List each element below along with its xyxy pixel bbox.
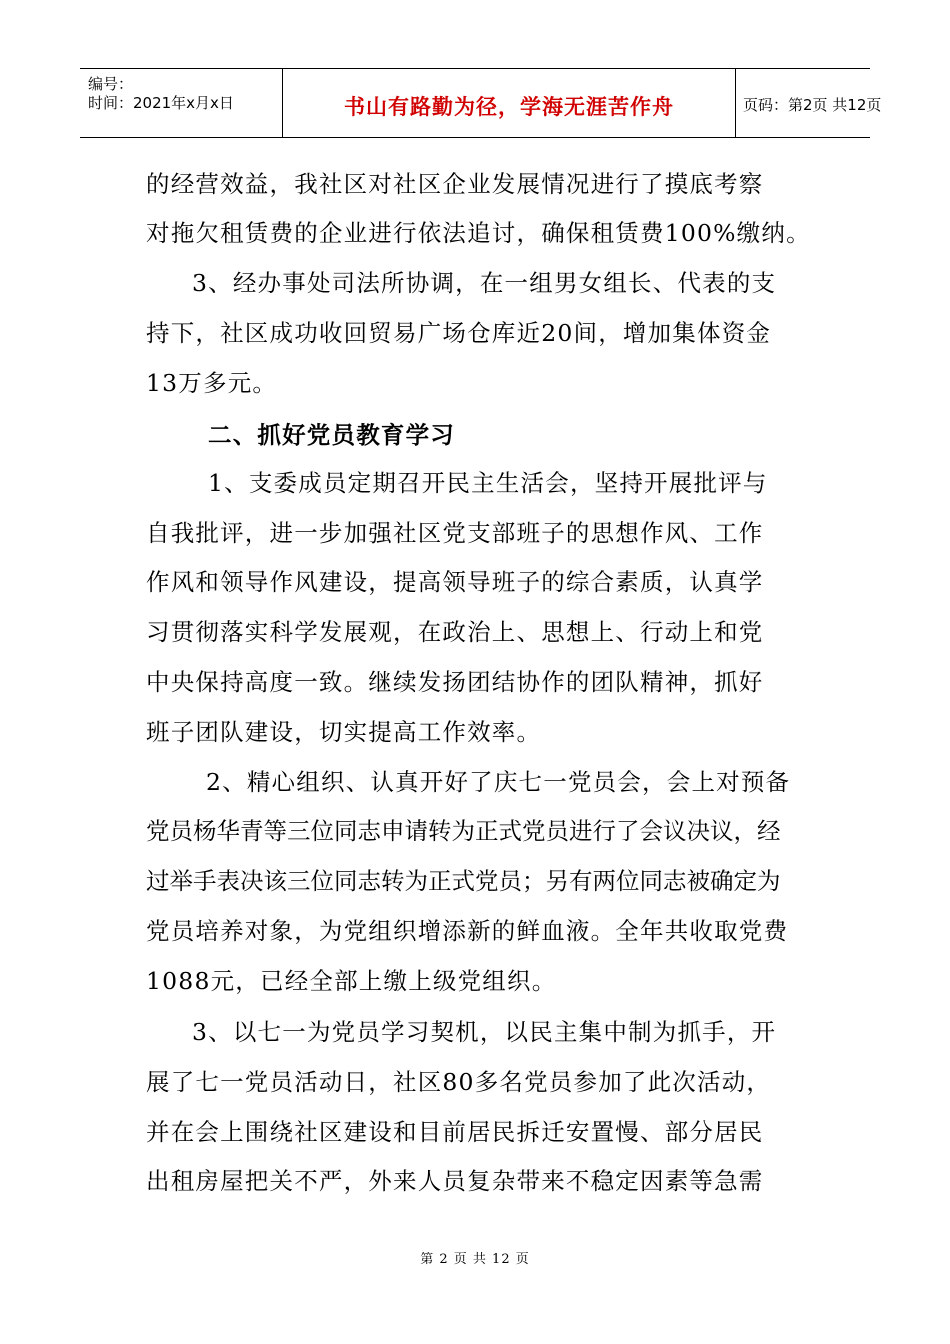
header-motto-cell xyxy=(282,69,736,137)
header-page-info: 页码：第2页 共12页 xyxy=(743,96,882,114)
text-line: 13万多元。 xyxy=(146,369,278,397)
document-date: 时间：2021年x月x日 xyxy=(88,94,234,112)
text-line: 的经营效益，我社区对社区企业发展情况进行了摸底考察 xyxy=(146,170,764,198)
text-line: 出租房屋把关不严，外来人员复杂带来不稳定因素等急需 xyxy=(146,1167,764,1195)
text-line: 持下，社区成功收回贸易广场仓库近20间，增加集体资金 xyxy=(146,319,772,347)
page-footer: 第 2 页 共 12 页 xyxy=(420,1252,530,1267)
document-header xyxy=(80,68,882,138)
text-line: 2、精心组织、认真开好了庆七一党员会，会上对预备 xyxy=(206,768,791,796)
text-line: 1、支委成员定期召开民主生活会，坚持开展批评与 xyxy=(208,469,768,497)
text-line: 作风和领导作风建设，提高领导班子的综合素质，认真学 xyxy=(146,568,764,596)
header-motto: 书山有路勤为径，学海无涯苦作舟 xyxy=(344,95,674,119)
text-line: 3、以七一为党员学习契机，以民主集中制为抓手，开 xyxy=(192,1018,777,1046)
text-line: 习贯彻落实科学发展观，在政治上、思想上、行动上和党 xyxy=(146,618,764,646)
text-line: 并在会上围绕社区建设和目前居民拆迁安置慢、部分居民 xyxy=(146,1118,764,1146)
text-line: 过举手表决该三位同志转为正式党员；另有两位同志被确定为 xyxy=(146,867,781,895)
header-page-cell xyxy=(735,69,882,137)
text-line: 党员培养对象，为党组织增添新的鲜血液。全年共收取党费 xyxy=(146,917,789,945)
section-heading: 二、抓好党员教育学习 xyxy=(208,421,455,449)
text-line: 展了七一党员活动日，社区80多名党员参加了此次活动， xyxy=(146,1068,772,1096)
text-line: 对拖欠租赁费的企业进行依法追讨，确保租赁费100%缴纳。 xyxy=(146,219,811,247)
document-number-label: 编号： xyxy=(88,75,134,93)
header-left-cell xyxy=(80,69,282,137)
text-line: 1088元，已经全部上缴上级党组织。 xyxy=(146,967,557,995)
text-line: 班子团队建设，切实提高工作效率。 xyxy=(146,718,542,746)
text-line: 3、经办事处司法所协调，在一组男女组长、代表的支 xyxy=(192,269,777,297)
text-line: 自我批评，进一步加强社区党支部班子的思想作风、工作 xyxy=(146,519,764,547)
text-line: 中央保持高度一致。继续发扬团结协作的团队精神，抓好 xyxy=(146,668,764,696)
text-line: 党员杨华青等三位同志申请转为正式党员进行了会议决议，经 xyxy=(146,817,781,845)
